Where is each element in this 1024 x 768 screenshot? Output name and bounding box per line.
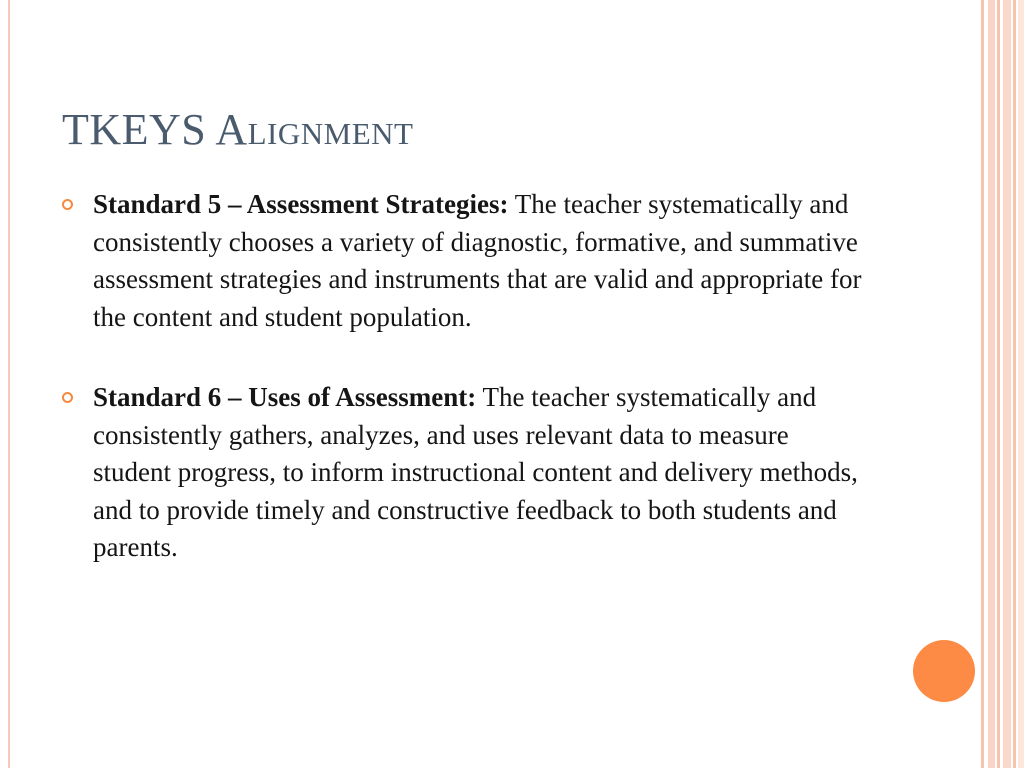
orange-circle-decoration	[913, 640, 975, 702]
decor-band-6	[1018, 0, 1024, 768]
bullet-item-standard-5	[62, 186, 872, 336]
bullet-item-standard-6	[62, 379, 872, 567]
decor-band-2	[988, 0, 995, 768]
slide-title: TKEYS Alignment	[62, 105, 414, 154]
hollow-circle-bullet-icon	[62, 392, 73, 403]
hollow-circle-bullet-icon	[62, 199, 73, 210]
bullet-heading: Standard 6 – Uses of Assessment:	[93, 382, 477, 412]
bullet-body: The teacher systematically and consistently gathers, analyzes, and uses relevant data to measure student progress, to inform instructional content and delivery methods, and to provide timely and constructive feedback to both students and parents.	[93, 382, 858, 562]
bullet-body: The teacher systematically and consistently chooses a variety of diagnostic, formative, and summative assessment strategies and instruments that are valid and appropriate for the content and student population.	[93, 189, 862, 332]
left-border-line	[8, 0, 10, 768]
decor-band-4	[1003, 0, 1011, 768]
bullet-heading: Standard 5 – Assessment Strategies:	[93, 189, 509, 219]
decor-band-5	[1013, 0, 1016, 768]
decor-band-3	[997, 0, 1000, 768]
bullet-list	[62, 186, 872, 610]
decor-band-1	[981, 0, 984, 768]
